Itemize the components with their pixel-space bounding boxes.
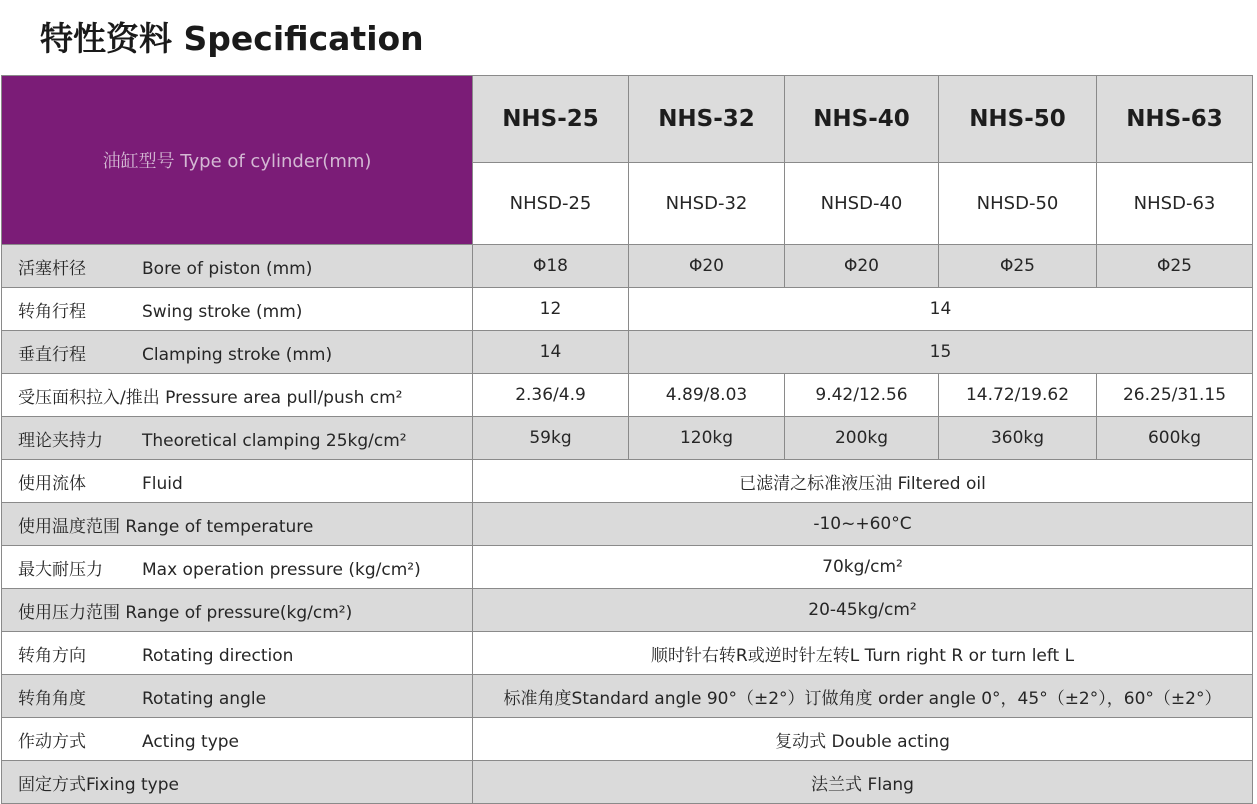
- theoretical-label-cn: 理论夹持力: [18, 430, 103, 451]
- bore-label-cn: 活塞杆径: [18, 258, 86, 279]
- rotating-direction-row: [2, 632, 1253, 675]
- fluid-row: [2, 460, 1253, 503]
- rotating-angle-row: [2, 675, 1253, 718]
- theoretical-label-en: Theoretical clamping 25kg/cm²: [142, 430, 407, 451]
- area-row: [2, 374, 1253, 417]
- area-value: 9.42/12.56: [785, 374, 939, 417]
- fluid-label-cn: 使用流体: [18, 473, 86, 494]
- acting-type-label-cn: 作动方式: [18, 731, 86, 752]
- max-pressure-label-en: Max operation pressure (kg/cm²): [142, 559, 421, 580]
- sub-model-nhsd-25: NHSD-25: [473, 163, 629, 245]
- bore-row: [2, 245, 1253, 288]
- temperature-label-en: Range of temperature: [125, 516, 314, 537]
- fixing-type-label-cn: 固定方式: [18, 774, 86, 795]
- fluid-value: 已滤清之标准液压油 Filtered oil: [473, 460, 1253, 503]
- area-label: 受压面积拉入/推出 Pressure area pull/push cm²: [2, 374, 473, 417]
- fixing-type-value: 法兰式 Flang: [473, 761, 1253, 804]
- rotating-angle-label-en: Rotating angle: [142, 688, 267, 709]
- pressure-range-label-en: Range of pressure(kg/cm²): [125, 602, 353, 623]
- sub-model-nhsd-63: NHSD-63: [1097, 163, 1253, 245]
- fixing-type-label-en: Fixing type: [86, 774, 179, 795]
- bore-label: [2, 245, 473, 288]
- clamp-value-first: 14: [473, 331, 629, 374]
- specification-table: [1, 75, 1253, 804]
- fixing-type-label: [2, 761, 473, 804]
- max-pressure-row: [2, 546, 1253, 589]
- pressure-range-label: [2, 589, 473, 632]
- sub-model-nhsd-40: NHSD-40: [785, 163, 939, 245]
- clamp-value-rest: 15: [629, 331, 1253, 374]
- model-nhs-50: NHS-50: [939, 76, 1097, 163]
- theoretical-value: 360kg: [939, 417, 1097, 460]
- model-header-row: [2, 76, 1253, 163]
- bore-label-en: Bore of piston (mm): [142, 258, 313, 279]
- max-pressure-value: 70kg/cm²: [473, 546, 1253, 589]
- theoretical-value: 59kg: [473, 417, 629, 460]
- bore-value: Φ25: [1097, 245, 1253, 288]
- clamp-label-en: Clamping stroke (mm): [142, 344, 333, 365]
- pressure-range-value: 20-45kg/cm²: [473, 589, 1253, 632]
- cylinder-type-label: 油缸型号 Type of cylinder(mm): [2, 76, 473, 245]
- acting-type-label-en: Acting type: [142, 731, 240, 752]
- rotating-direction-label-cn: 转角方向: [18, 645, 86, 666]
- theoretical-row: [2, 417, 1253, 460]
- area-value: 2.36/4.9: [473, 374, 629, 417]
- rotating-angle-value: 标准角度Standard angle 90°（±2°）订做角度 order angle 0°，45°（±2°），60°（±2°）: [473, 675, 1253, 718]
- theoretical-value: 600kg: [1097, 417, 1253, 460]
- swing-label-cn: 转角行程: [18, 301, 86, 322]
- max-pressure-label-cn: 最大耐压力: [18, 559, 103, 580]
- bore-value: Φ25: [939, 245, 1097, 288]
- swing-label-en: Swing stroke (mm): [142, 301, 303, 322]
- rotating-direction-value: 顺时针右转R或逆时针左转L Turn right R or turn left L: [473, 632, 1253, 675]
- sub-model-nhsd-50: NHSD-50: [939, 163, 1097, 245]
- temperature-label: [2, 503, 473, 546]
- pressure-range-row: [2, 589, 1253, 632]
- pressure-range-label-cn: 使用压力范围: [18, 602, 120, 623]
- fixing-type-row: [2, 761, 1253, 804]
- model-nhs-25: NHS-25: [473, 76, 629, 163]
- bore-value: Φ20: [785, 245, 939, 288]
- area-value: 4.89/8.03: [629, 374, 785, 417]
- acting-type-label: [2, 718, 473, 761]
- temperature-label-cn: 使用温度范围: [18, 516, 120, 537]
- model-nhs-32: NHS-32: [629, 76, 785, 163]
- rotating-angle-label: [2, 675, 473, 718]
- swing-row: [2, 288, 1253, 331]
- rotating-direction-label: [2, 632, 473, 675]
- temperature-row: [2, 503, 1253, 546]
- fluid-label-en: Fluid: [142, 473, 183, 494]
- page-title: 特性资料 Specification: [40, 19, 424, 58]
- temperature-value: -10~+60°C: [473, 503, 1253, 546]
- clamp-row: [2, 331, 1253, 374]
- model-nhs-40: NHS-40: [785, 76, 939, 163]
- rotating-direction-label-en: Rotating direction: [142, 645, 294, 666]
- theoretical-value: 120kg: [629, 417, 785, 460]
- clamp-label: [2, 331, 473, 374]
- theoretical-label: [2, 417, 473, 460]
- max-pressure-label: [2, 546, 473, 589]
- acting-type-value: 复动式 Double acting: [473, 718, 1253, 761]
- swing-value-first: 12: [473, 288, 629, 331]
- acting-type-row: [2, 718, 1253, 761]
- theoretical-value: 200kg: [785, 417, 939, 460]
- bore-value: Φ20: [629, 245, 785, 288]
- bore-value: Φ18: [473, 245, 629, 288]
- area-value: 14.72/19.62: [939, 374, 1097, 417]
- sub-model-nhsd-32: NHSD-32: [629, 163, 785, 245]
- model-nhs-63: NHS-63: [1097, 76, 1253, 163]
- clamp-label-cn: 垂直行程: [18, 344, 86, 365]
- area-value: 26.25/31.15: [1097, 374, 1253, 417]
- rotating-angle-label-cn: 转角角度: [18, 688, 86, 709]
- swing-label: [2, 288, 473, 331]
- swing-value-rest: 14: [629, 288, 1253, 331]
- fluid-label: [2, 460, 473, 503]
